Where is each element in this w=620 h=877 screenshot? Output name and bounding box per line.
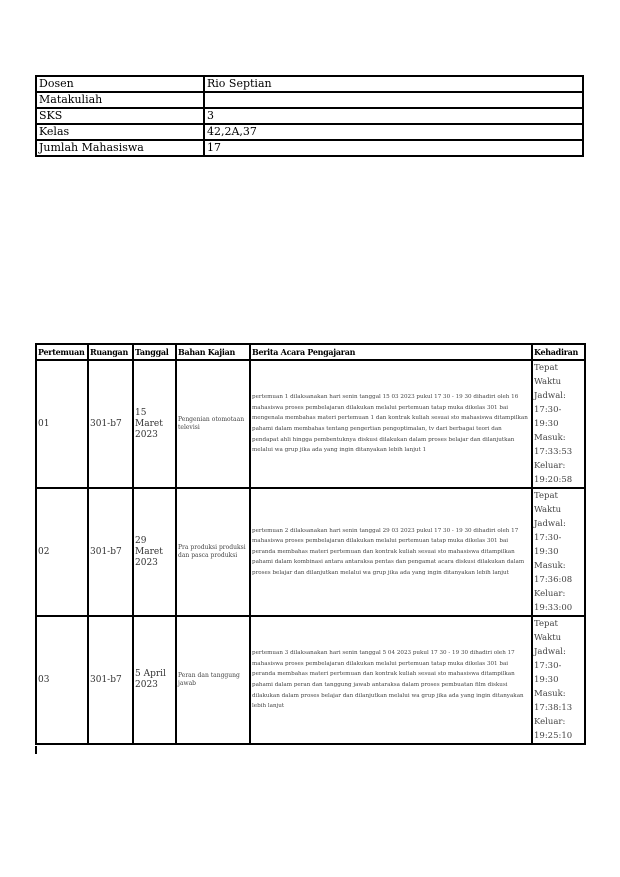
kehadiran-line: 19:30	[534, 675, 559, 685]
header-berita-acara: Berita Acara Pengajaran	[250, 344, 532, 360]
kehadiran-line: Masuk:	[534, 561, 566, 571]
header-pertemuan: Pertemuan	[36, 344, 88, 360]
kehadiran-line: Waktu	[534, 633, 562, 643]
kehadiran-line: 17:30-	[534, 661, 562, 671]
info-row-dosen	[36, 76, 583, 92]
info-value	[204, 92, 583, 108]
kehadiran-line: Tepat	[534, 491, 558, 501]
cell-pertemuan: 03	[36, 616, 88, 744]
header-ruangan: Ruangan	[88, 344, 133, 360]
cell-tanggal: 5 April 2023	[133, 616, 176, 744]
kehadiran-line: Waktu	[534, 377, 562, 387]
info-label: Matakuliah	[36, 92, 204, 108]
cell-pertemuan: 02	[36, 488, 88, 616]
header-bahan-kajian: Bahan Kajian	[176, 344, 250, 360]
kehadiran-line: 19:20:58	[534, 475, 573, 485]
header-tanggal: Tanggal	[133, 344, 176, 360]
cell-berita-acara: pertemuan 3 dilaksanakan hari senin tanggal 5 04 2023 pukul 17 30 - 19 30 dihadiri oleh 17 mahasiswa proses pembelajaran dilakukan melalui pertemuan tatap muka dikelas 301 bai peranda membahas materi pertemuan dan kontrak kuliah sesuai sto mahasiswa ditampilkan pahami dalam peran dan tanggung jawab antaraksa dalam proses pembuatan film diskusi dilakukan dalam proses belajar dan dilanjutkan melalui wa grup jika ada yang ingin ditanyakan lebih lanjut	[250, 616, 532, 744]
kehadiran-line: Tepat	[534, 363, 558, 373]
info-row-matakuliah	[36, 92, 583, 108]
cell-ruangan: 301-b7	[88, 360, 133, 488]
table-row	[36, 488, 585, 616]
kehadiran-line: 17:30-	[534, 405, 562, 415]
cell-berita-acara: pertemuan 2 dilaksanakan hari senin tanggal 29 03 2023 pukul 17 30 - 19 30 dihadiri oleh 17 mahasiswa proses pembelajaran dilakukan melalui pertemuan tatap muka dikelas 301 bai peranda membahas materi pertemuan dan kontrak kuliah sesuai sto mahasiswa ditampilkan pahami dalam kombinasi antara antaraksa pentas dan pengamat acara diskusi dilakukan dalam proses belajar dan dilanjutkan melalui wa grup jika ada yang ingin ditanyakan lebih lanjut	[250, 488, 532, 616]
info-value: Rio Septian	[204, 76, 583, 92]
cell-ruangan: 301-b7	[88, 488, 133, 616]
cell-tanggal: 29 Maret 2023	[133, 488, 176, 616]
kehadiran-line: 17:30-	[534, 533, 562, 543]
cell-bahan-kajian: Pra produksi produksi dan pasca produksi	[176, 488, 250, 616]
table-row	[36, 360, 585, 488]
schedule-header-row	[36, 344, 585, 360]
table-continuation-line	[35, 746, 37, 754]
kehadiran-line: Keluar:	[534, 589, 566, 599]
info-value: 42,2A,37	[204, 124, 583, 140]
cell-kehadiran	[532, 488, 585, 616]
info-row-kelas	[36, 124, 583, 140]
info-label: SKS	[36, 108, 204, 124]
kehadiran-line: Keluar:	[534, 461, 566, 471]
kehadiran-line: 19:30	[534, 547, 559, 557]
cell-kehadiran	[532, 616, 585, 744]
cell-kehadiran	[532, 360, 585, 488]
cell-tanggal: 15 Maret 2023	[133, 360, 176, 488]
kehadiran-line: 19:30	[534, 419, 559, 429]
kehadiran-line: 19:33:00	[534, 603, 573, 613]
kehadiran-line: Tepat	[534, 619, 558, 629]
kehadiran-line: 19:25:10	[534, 731, 573, 741]
course-info-table	[35, 75, 584, 157]
cell-berita-acara: pertemuan 1 dilaksanakan hari senin tanggal 15 03 2023 pukul 17 30 - 19 30 dihadiri oleh 16 mahasiswa proses pembelajaran dilakukan melalui pertemuan tatap muka dikelas 301 bai mengenala membahas materi pertemuan 1 dan kontrak kuliah sesuai sto mahasiswa ditampilkan pahami dalam membahas tentang pengertian pengoptimalan, tv dari berbagai teori dan pendapat ahli hingga pembentuknya diskusi dilakukan dalam proses belajar dan dilanjutkan melalui wa grup jika ada yang ingin ditanyakan lebih lanjut 1	[250, 360, 532, 488]
info-row-sks	[36, 108, 583, 124]
kehadiran-line: 17:36:08	[534, 575, 573, 585]
cell-pertemuan: 01	[36, 360, 88, 488]
info-label: Dosen	[36, 76, 204, 92]
kehadiran-line: Jadwal:	[534, 519, 566, 529]
schedule-table	[35, 343, 586, 745]
info-label: Kelas	[36, 124, 204, 140]
kehadiran-line: Keluar:	[534, 717, 566, 727]
kehadiran-line: Jadwal:	[534, 647, 566, 657]
kehadiran-line: 17:33:53	[534, 447, 573, 457]
info-row-jumlah-mahasiswa	[36, 140, 583, 156]
info-value: 17	[204, 140, 583, 156]
kehadiran-line: Masuk:	[534, 433, 566, 443]
kehadiran-line: Waktu	[534, 505, 562, 515]
kehadiran-line: Jadwal:	[534, 391, 566, 401]
cell-bahan-kajian: Peran dan tanggung jawab	[176, 616, 250, 744]
table-row	[36, 616, 585, 744]
cell-bahan-kajian: Pengenian otomotaan televisi	[176, 360, 250, 488]
kehadiran-line: Masuk:	[534, 689, 566, 699]
header-kehadiran: Kehadiran	[532, 344, 585, 360]
info-label: Jumlah Mahasiswa	[36, 140, 204, 156]
cell-ruangan: 301-b7	[88, 616, 133, 744]
info-value: 3	[204, 108, 583, 124]
kehadiran-line: 17:38:13	[534, 703, 573, 713]
